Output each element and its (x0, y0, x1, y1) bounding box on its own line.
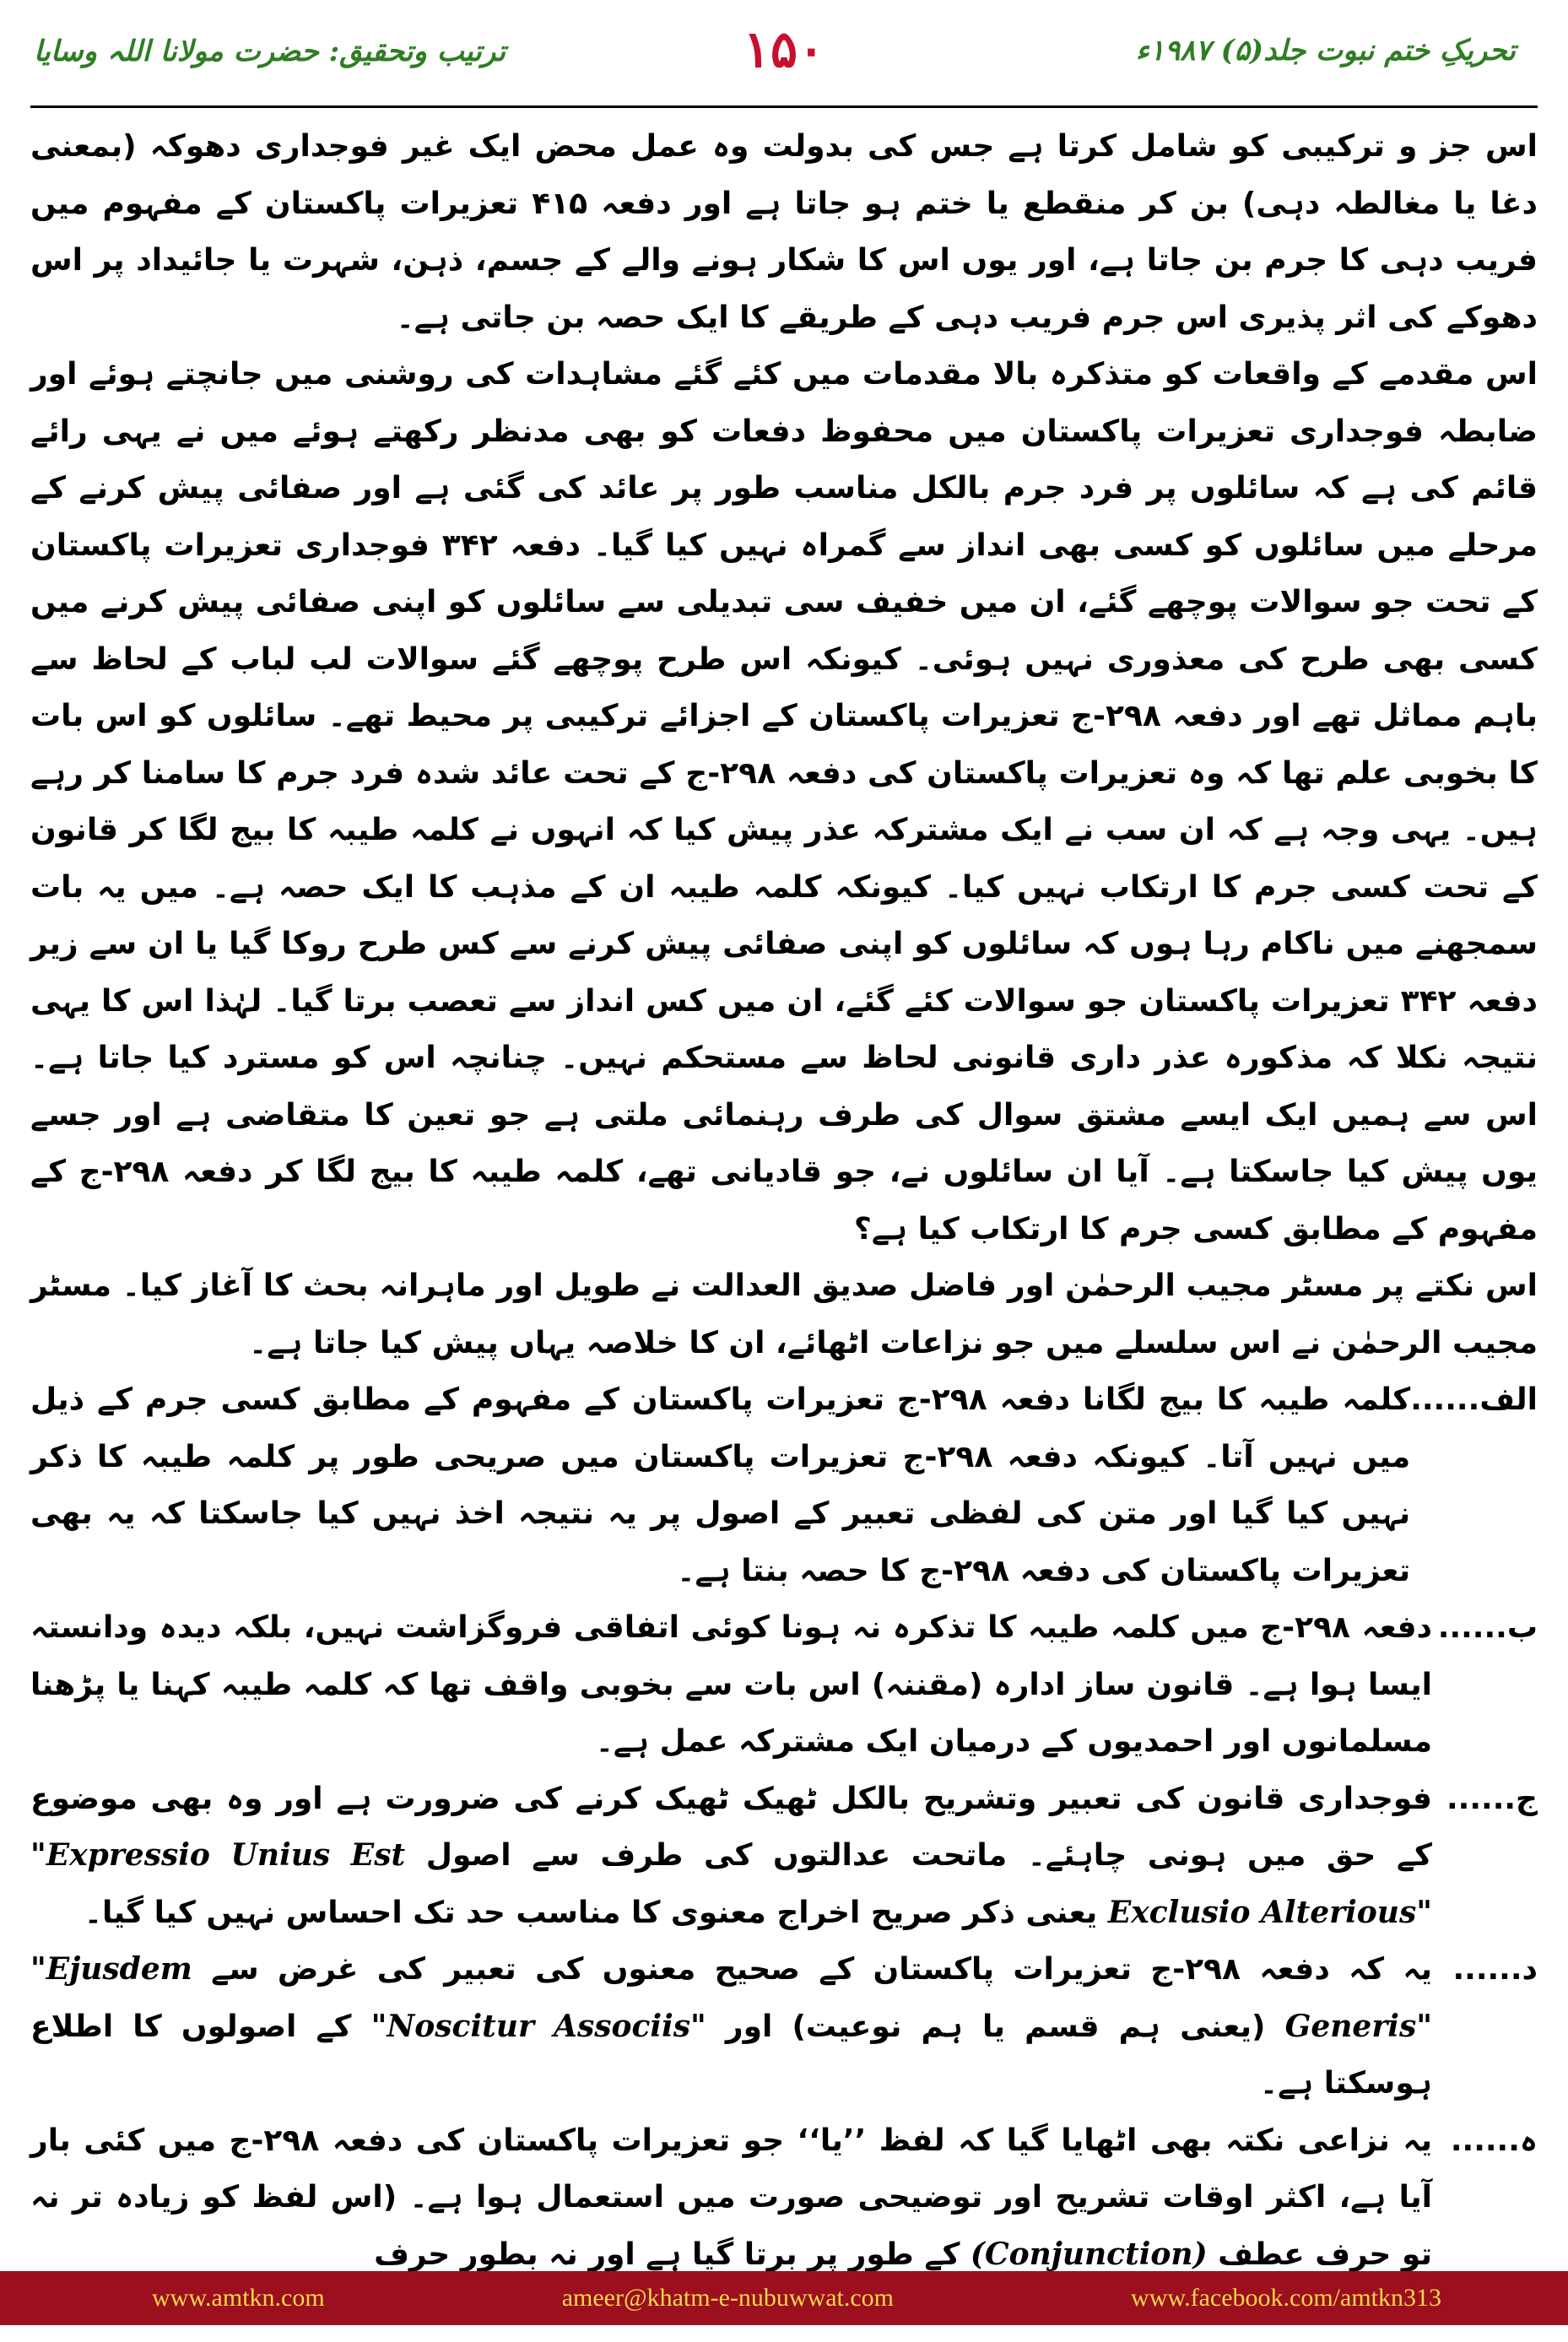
item-marker: ہ...... (1450, 2123, 1538, 2158)
list-item-alif (30, 1371, 1538, 1599)
list-item-he (30, 2112, 1538, 2284)
item-text-part: یہ کہ دفعہ ۲۹۸-ج تعزیرات پاکستان کے صحیح معنوں کی تعبیر کی غرض سے (192, 1952, 1432, 1987)
item-text-part: فوجداری قانون کی تعبیر وتشریح بالکل ٹھیک ٹھیک کرنے کی ضرورت ہے اور وہ بھی موضوع کے حق میں ہونی چاہئے۔ ماتحت عدالتوں کی طرف سے اصول (30, 1781, 1432, 1873)
list-item-dal (30, 1941, 1538, 2112)
item-text: کلمہ طیبہ کا بیج لگانا دفعہ ۲۹۸-ج تعزیرات پاکستان کے مفہوم کے مطابق کسی جرم کے ذیل میں نہیں آتا۔ کیونکہ دفعہ ۲۹۸-ج تعزیرات پاکستان میں صریحی طور پر کلمہ طیبہ کا ذکر نہیں کیا گیا اور متن کی لفظی تعبیر کے اصول پر یہ نتیجہ اخذ نہیں کیا جاسکتا کہ یہ بھی تعزیرات پاکستان کی دفعہ ۲۹۸-ج کا حصہ بنتا ہے۔ (30, 1382, 1411, 1588)
facebook-link[interactable]: www.facebook.com/amtkn313 (1131, 2284, 1441, 2312)
document-body (30, 118, 1538, 2272)
item-text-part: یعنی ذکر صریح اخراج معنوی کا مناسب حد تک احساس نہیں کیا گیا۔ (84, 1895, 1108, 1930)
item-text (30, 2112, 1432, 2284)
paragraph: اس جز و ترکیبی کو شامل کرتا ہے جس کی بدولت وہ عمل محض ایک غیر فوجداری دھوکہ (بمعنی دغا یا مغالطہ دہی) بن کر منقطع یا ختم ہو جاتا ہے اور دفعہ ۴۱۵ تعزیرات پاکستان کے مفہوم میں فریب دہی کا جرم بن جاتا ہے، اور یوں اس کا شکار ہونے والے کے جسم، ذہن، شہرت یا جائیداد پر اس دھوکے کی اثر پذیری اس جرم فریب دہی کے طریقے کا ایک حصہ بن جاتی ہے۔ (30, 129, 1538, 335)
paragraph: اس مقدمے کے واقعات کو متذکرہ بالا مقدمات میں کئے گئے مشاہدات کی روشنی میں جانچتے ہوئے اور ضابطہ فوجداری تعزیرات پاکستان میں محفوظ دفعات کو بھی مدنظر رکھتے ہوئے میں نے یہی رائے قائم کی ہے کہ سائلوں پر فرد جرم بالکل مناسب طور پر عائد کی گئی ہے اور صفائی پیش کرنے کے مرحلے میں سائلوں کو کسی بھی انداز سے گمراہ نہیں کیا گیا۔ دفعہ ۳۴۲ فوجداری تعزیرات پاکستان کے تحت جو سوالات پوچھے گئے، ان میں خفیف سی تبدیلی سے سائلوں کو اپنی صفائی پیش کرنے میں کسی بھی طرح کی معذوری نہیں ہوئی۔ کیونکہ اس طرح پوچھے گئے سوالات لب لباب کے لحاظ سے باہم مماثل تھے اور دفعہ ۲۹۸-ج تعزیرات پاکستان کے اجزائے ترکیبی پر محیط تھے۔ سائلوں کو اس بات کا بخوبی علم تھا کہ وہ تعزیرات پاکستان کی دفعہ ۲۹۸-ج کے تحت عائد شدہ فرد جرم کا سامنا کر رہے ہیں۔ یہی وجہ ہے کہ ان سب نے ایک مشترکہ عذر پیش کیا کہ انہوں نے کلمہ طیبہ کا بیج لگا کر قانون کے تحت کسی جرم کا ارتکاب نہیں کیا۔ کیونکہ کلمہ طیبہ ان کے مذہب کا ایک حصہ ہے۔ میں یہ بات سمجھنے میں ناکام رہا ہوں کہ سائلوں کو اپنی صفائی پیش کرنے سے کس طرح روکا گیا یا ان سے زیر دفعہ ۳۴۲ تعزیرات پاکستان جو سوالات کئے گئے، ان میں کس انداز سے تعصب برتا گیا۔ لہٰذا اس کا یہی نتیجہ نکلا کہ مذکورہ عذر داری قانونی لحاظ سے مستحکم نہیں۔ چنانچہ اس کو مسترد کیا جاتا ہے۔ اس سے ہمیں ایک ایسے مشتق سوال کی طرف رہنمائی ملتی ہے جو تعین کا متقاضی ہے اور جسے یوں پیش کیا جاسکتا ہے۔ آیا ان سائلوں نے، جو قادیانی تھے، کلمہ طیبہ کا بیج لگا کر دفعہ ۲۹۸-ج کے مفہوم کے مطابق کسی جرم کا ارتکاب کیا ہے؟ (30, 357, 1538, 1247)
item-text (30, 1771, 1432, 1942)
item-text-part: کے طور پر برتا گیا ہے اور نہ بطور حرف (374, 2237, 971, 2272)
latin-maxim: "Ejusdem Generis" (30, 1951, 1432, 2044)
item-marker: الف...... (1410, 1382, 1538, 1417)
item-text (30, 1941, 1432, 2112)
item-marker: ج...... (1446, 1781, 1538, 1816)
list-item-be (30, 1599, 1538, 1771)
latin-maxim: "Expressio Unius Est Exclusio Alterious" (30, 1837, 1432, 1930)
book-title-header: تحریکِ ختم نبوت جلد(۵) ۱۹۸۷ء (1135, 34, 1516, 68)
item-marker: ب...... (1437, 1610, 1538, 1645)
item-marker: د...... (1452, 1952, 1538, 1987)
item-text-part: (یعنی ہم قسم یا ہم نوعیت) اور (706, 2009, 1285, 2044)
item-text-part: کے اصولوں کا اطلاع ہوسکتا ہے۔ (30, 2009, 1432, 2101)
item-text: دفعہ ۲۹۸-ج میں کلمہ طیبہ کا تذکرہ نہ ہونا کوئی اتفاقی فروگزاشت نہیں، بلکہ دیدہ ودانستہ ایسا ہوا ہے۔ قانون ساز ادارہ (مقننہ) اس بات سے بخوبی واقف تھا کہ کلمہ طیبہ کہنا یا پڑھنا مسلمانوں اور احمدیوں کے درمیان ایک مشترکہ عمل ہے۔ (30, 1610, 1432, 1759)
page-number: ۱۵۰ (743, 20, 825, 79)
compiler-header: ترتیب وتحقیق: حضرت مولانا اللہ وسایا (34, 35, 506, 68)
paragraph: اس نکتے پر مسٹر مجیب الرحمٰن اور فاضل صدیق العدالت نے طویل اور ماہرانہ بحث کا آغاز کیا۔ مسٹر مجیب الرحمٰن نے اس سلسلے میں جو نزاعات اٹھائے، ان کا خلاصہ یہاں پیش کیا جاتا ہے۔ (30, 1268, 1538, 1360)
list-item-jeem (30, 1771, 1538, 1942)
email-link[interactable]: ameer@khatm-e-nubuwwat.com (561, 2284, 895, 2312)
website-link[interactable]: www.amtkn.com (152, 2284, 325, 2312)
item-text-part: یہ نزاعی نکتہ بھی اٹھایا گیا کہ لفظ ’’یا‘‘ جو تعزیرات پاکستان کی دفعہ ۲۹۸-ج میں کئی بار آیا ہے، اکثر اوقات تشریح اور توضیحی صورت میں استعمال ہوا ہے۔ (اس لفظ کو زیادہ تر نہ تو حرف عطف (30, 2123, 1432, 2272)
latin-maxim: "Noscitur Associis" (370, 2008, 706, 2044)
latin-term: (Conjunction) (970, 2236, 1208, 2272)
footer-bar (0, 2271, 1568, 2325)
header-divider (30, 105, 1538, 108)
